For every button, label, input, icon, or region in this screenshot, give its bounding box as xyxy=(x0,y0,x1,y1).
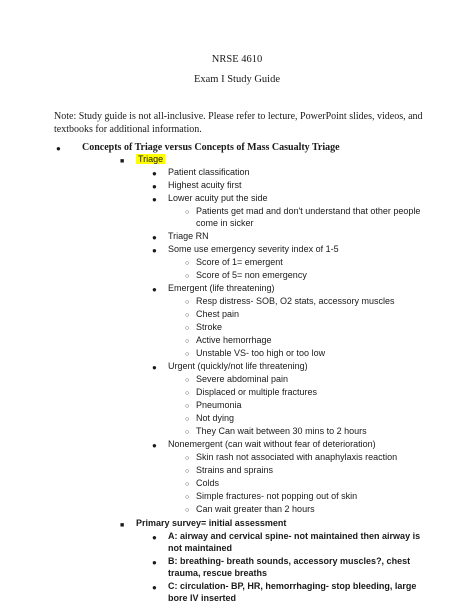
survey-item-continuation: bore IV inserted xyxy=(168,593,237,603)
bullet-circle-icon: ○ xyxy=(185,350,190,358)
section-heading: Concepts of Triage versus Concepts of Mass Casualty Triage xyxy=(82,142,340,153)
sub-item: Stroke xyxy=(196,322,223,332)
bullet-dot-icon: ● xyxy=(56,144,61,153)
primary-survey-label: Primary survey= initial assessment xyxy=(136,518,287,528)
list-item: Nonemergent (can wait without fear of deterioration) xyxy=(168,439,376,449)
sub-item: Colds xyxy=(196,478,220,488)
sub-item: Unstable VS- too high or too low xyxy=(196,348,326,358)
bullet-circle-icon: ○ xyxy=(185,506,190,514)
sub-item-continuation: come in sicker xyxy=(196,218,254,228)
bullet-square-icon: ■ xyxy=(120,521,125,529)
sub-item: Patients get mad and don't understand that other people xyxy=(196,206,421,216)
bullet-circle-icon: ○ xyxy=(185,324,190,332)
list-item: Urgent (quickly/not life threatening) xyxy=(168,361,308,371)
sub-item: Skin rash not associated with anaphylaxis reaction xyxy=(196,452,398,462)
sub-item: Pneumonia xyxy=(196,400,242,410)
survey-item: A: airway and cervical spine- not maintained then airway is xyxy=(168,531,421,541)
bullet-circle-icon: ○ xyxy=(185,272,190,280)
bullet-circle-icon: ○ xyxy=(185,389,190,397)
sub-item: Score of 1= emergent xyxy=(196,257,283,267)
sub-item: Resp distress- SOB, O2 stats, accessory muscles xyxy=(196,296,395,306)
bullet-circle-icon: ○ xyxy=(185,376,190,384)
bullet-dot-icon: ● xyxy=(152,583,157,592)
sub-item: Score of 5= non emergency xyxy=(196,270,307,280)
bullet-dot-icon: ● xyxy=(152,233,157,242)
bullet-square-icon: ■ xyxy=(120,157,125,165)
bullet-circle-icon: ○ xyxy=(185,259,190,267)
bullet-circle-icon: ○ xyxy=(185,428,190,436)
list-item: Some use emergency severity index of 1-5 xyxy=(168,244,339,254)
bullet-circle-icon: ○ xyxy=(185,208,190,216)
bullet-circle-icon: ○ xyxy=(185,467,190,475)
list-item: Emergent (life threatening) xyxy=(168,283,275,293)
bullet-circle-icon: ○ xyxy=(185,493,190,501)
bullet-circle-icon: ○ xyxy=(185,337,190,345)
page-subtitle: Exam I Study Guide xyxy=(193,74,281,85)
list-item: Highest acuity first xyxy=(168,180,242,190)
sub-item: Chest pain xyxy=(196,309,240,319)
triage-label: Triage xyxy=(138,154,164,164)
sub-item: Simple fractures- not popping out of skin xyxy=(196,491,358,501)
list-item: Patient classification xyxy=(168,167,250,177)
survey-item-continuation: not maintained xyxy=(168,543,233,553)
survey-item-continuation: trauma, rescue breaths xyxy=(168,568,268,578)
sub-item: They Can wait between 30 mins to 2 hours xyxy=(196,426,367,436)
bullet-circle-icon: ○ xyxy=(185,402,190,410)
bullet-circle-icon: ○ xyxy=(185,415,190,423)
bullet-dot-icon: ● xyxy=(152,285,157,294)
bullet-dot-icon: ● xyxy=(152,246,157,255)
bullet-circle-icon: ○ xyxy=(185,480,190,488)
survey-item: B: breathing- breath sounds, accessory muscles?, chest xyxy=(168,556,411,566)
list-item: Triage RN xyxy=(168,231,209,241)
bullet-circle-icon: ○ xyxy=(185,311,190,319)
sub-item: Not dying xyxy=(196,413,235,423)
bullet-dot-icon: ● xyxy=(152,363,157,372)
sub-item: Strains and sprains xyxy=(196,465,274,475)
bullet-dot-icon: ● xyxy=(152,169,157,178)
bullet-dot-icon: ● xyxy=(152,558,157,567)
bullet-circle-icon: ○ xyxy=(185,298,190,306)
bullet-circle-icon: ○ xyxy=(185,454,190,462)
sub-item: Active hemorrhage xyxy=(196,335,272,345)
bullet-dot-icon: ● xyxy=(152,195,157,204)
bullet-dot-icon: ● xyxy=(152,182,157,191)
sub-item: Can wait greater than 2 hours xyxy=(196,504,315,514)
list-item: Lower acuity put the side xyxy=(168,193,268,203)
note-paragraph: Note: Study guide is not all-inclusive. Please refer to lecture, PowerPoint slides, videos, and textbooks for additional information. xyxy=(54,111,423,135)
sub-item: Displaced or multiple fractures xyxy=(196,387,318,397)
survey-item: C: circulation- BP, HR, hemorrhaging- stop bleeding, large xyxy=(168,581,417,591)
sub-item: Severe abdominal pain xyxy=(196,374,289,384)
course-title: NRSE 4610 xyxy=(211,54,263,65)
bullet-dot-icon: ● xyxy=(152,533,157,542)
bullet-dot-icon: ● xyxy=(152,441,157,450)
